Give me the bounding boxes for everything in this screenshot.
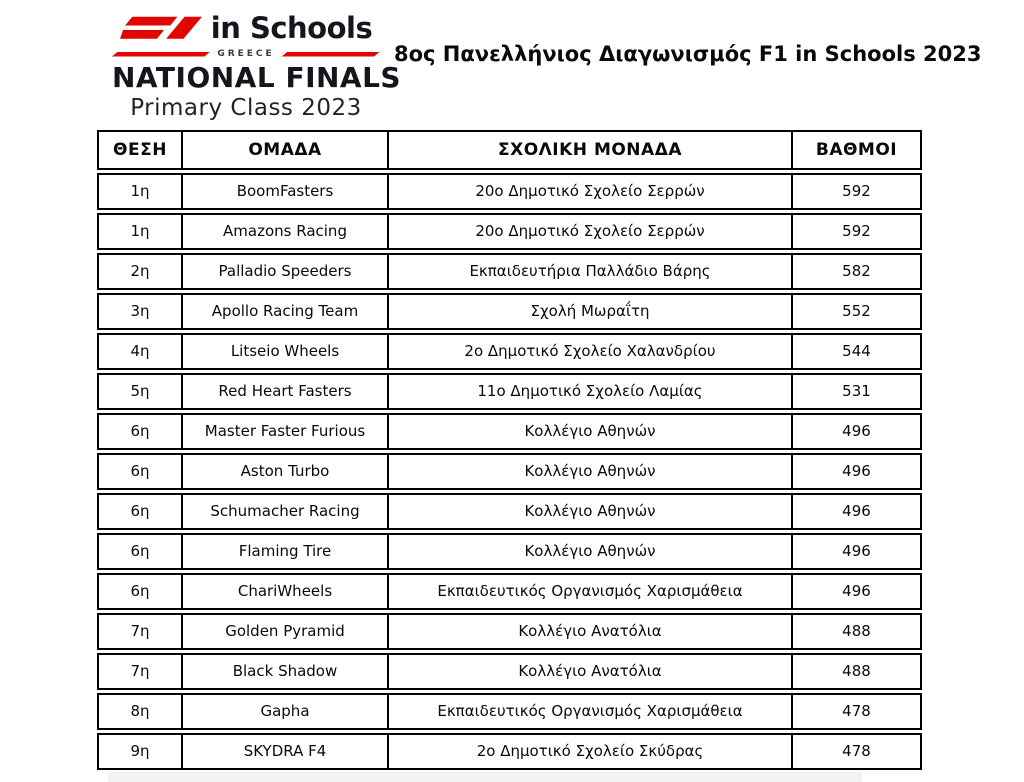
logo-divider — [112, 50, 380, 58]
cell-team: Litseio Wheels — [183, 335, 389, 368]
table-row — [97, 413, 922, 450]
table-row — [97, 533, 922, 570]
cropped-next-row-bar — [108, 772, 862, 782]
results-table — [97, 130, 922, 770]
page-title: 8ος Πανελλήνιος Διαγωνισμός F1 in Schools 2023 — [394, 42, 982, 66]
cell-school: Εκπαιδευτικός Οργανισμός Χαρισμάθεια — [389, 575, 793, 608]
cell-points: 582 — [842, 262, 871, 281]
cell-position: 6η — [99, 575, 183, 608]
cell-team: BoomFasters — [183, 175, 389, 208]
table-row — [97, 253, 922, 290]
cell-team: Palladio Speeders — [183, 255, 389, 288]
cell-team: Apollo Racing Team — [183, 295, 389, 328]
cell-position: 3η — [99, 295, 183, 328]
cell-team: Schumacher Racing — [183, 495, 389, 528]
class-line-label: Primary Class 2023 — [130, 95, 362, 121]
in-schools-label: in Schools — [210, 11, 373, 45]
cell-team: Red Heart Fasters — [183, 375, 389, 408]
cell-points: 496 — [842, 582, 871, 601]
cell-team: ChariWheels — [183, 575, 389, 608]
cell-points: 478 — [842, 742, 871, 761]
cell-school: 20ο Δημοτικό Σχολείο Σερρών — [389, 215, 793, 248]
table-row — [97, 573, 922, 610]
cell-points: 496 — [842, 422, 871, 441]
cell-position: 5η — [99, 375, 183, 408]
table-row — [97, 373, 922, 410]
cell-school: Εκπαιδευτικός Οργανισμός Χαρισμάθεια — [389, 695, 793, 728]
cell-points: 478 — [842, 702, 871, 721]
cell-team: SKYDRA F4 — [183, 735, 389, 768]
table-header-row — [97, 130, 922, 170]
cell-position: 8η — [99, 695, 183, 728]
logo-top-row — [112, 10, 380, 46]
f1-logo-icon — [120, 14, 202, 42]
cell-position: 7η — [99, 615, 183, 648]
national-finals-label: NATIONAL FINALS — [112, 61, 402, 94]
cell-points: 496 — [842, 542, 871, 561]
red-bar-right — [282, 52, 380, 57]
cell-points: 488 — [842, 662, 871, 681]
cell-team: Flaming Tire — [183, 535, 389, 568]
cell-position: 1η — [99, 215, 183, 248]
cell-points: 544 — [842, 342, 871, 361]
cell-points: 592 — [842, 222, 871, 241]
greece-label: GREECE — [217, 49, 275, 59]
cell-school: Κολλέγιο Αθηνών — [389, 495, 793, 528]
table-row — [97, 653, 922, 690]
cell-school: Εκπαιδευτήρια Παλλάδιο Βάρης — [389, 255, 793, 288]
cell-position: 6η — [99, 455, 183, 488]
cell-team: Black Shadow — [183, 655, 389, 688]
cell-team: Golden Pyramid — [183, 615, 389, 648]
cell-school: 11ο Δημοτικό Σχολείο Λαμίας — [389, 375, 793, 408]
table-row — [97, 453, 922, 490]
cell-school: Σχολή Μωραΐτη — [389, 295, 793, 328]
cell-school: Κολλέγιο Αθηνών — [389, 415, 793, 448]
cell-position: 4η — [99, 335, 183, 368]
column-header-team: ΟΜΑΔΑ — [183, 132, 389, 168]
cell-team: Master Faster Furious — [183, 415, 389, 448]
table-row — [97, 333, 922, 370]
table-row — [97, 733, 922, 770]
cell-team: Amazons Racing — [183, 215, 389, 248]
cell-points: 488 — [842, 622, 871, 641]
cell-position: 1η — [99, 175, 183, 208]
table-row — [97, 613, 922, 650]
cell-points: 552 — [842, 302, 871, 321]
column-header-points: ΒΑΘΜΟΙ — [815, 139, 898, 160]
red-bar-left — [112, 52, 210, 57]
cell-position: 6η — [99, 535, 183, 568]
table-row — [97, 173, 922, 210]
cell-points: 531 — [842, 382, 871, 401]
column-header-position: ΘΕΣΗ — [99, 132, 183, 168]
cell-school: Κολλέγιο Ανατόλια — [389, 655, 793, 688]
cell-position: 6η — [99, 495, 183, 528]
table-body — [97, 173, 922, 770]
cell-team: Gapha — [183, 695, 389, 728]
cell-position: 7η — [99, 655, 183, 688]
cell-school: 2ο Δημοτικό Σχολείο Χαλανδρίου — [389, 335, 793, 368]
cell-points: 496 — [842, 502, 871, 521]
table-row — [97, 213, 922, 250]
cell-points: 496 — [842, 462, 871, 481]
cell-position: 6η — [99, 415, 183, 448]
table-row — [97, 693, 922, 730]
cell-school: Κολλέγιο Ανατόλια — [389, 615, 793, 648]
cell-school: 2ο Δημοτικό Σχολείο Σκύδρας — [389, 735, 793, 768]
cell-points: 592 — [842, 182, 871, 201]
cell-school: Κολλέγιο Αθηνών — [389, 455, 793, 488]
table-row — [97, 293, 922, 330]
cell-position: 2η — [99, 255, 183, 288]
column-header-school: ΣΧΟΛΙΚΗ ΜΟΝΑΔΑ — [389, 132, 793, 168]
f1-in-schools-logo — [112, 10, 402, 121]
cell-school: Κολλέγιο Αθηνών — [389, 535, 793, 568]
table-row — [97, 493, 922, 530]
cell-team: Aston Turbo — [183, 455, 389, 488]
cell-school: 20ο Δημοτικό Σχολείο Σερρών — [389, 175, 793, 208]
cell-position: 9η — [99, 735, 183, 768]
